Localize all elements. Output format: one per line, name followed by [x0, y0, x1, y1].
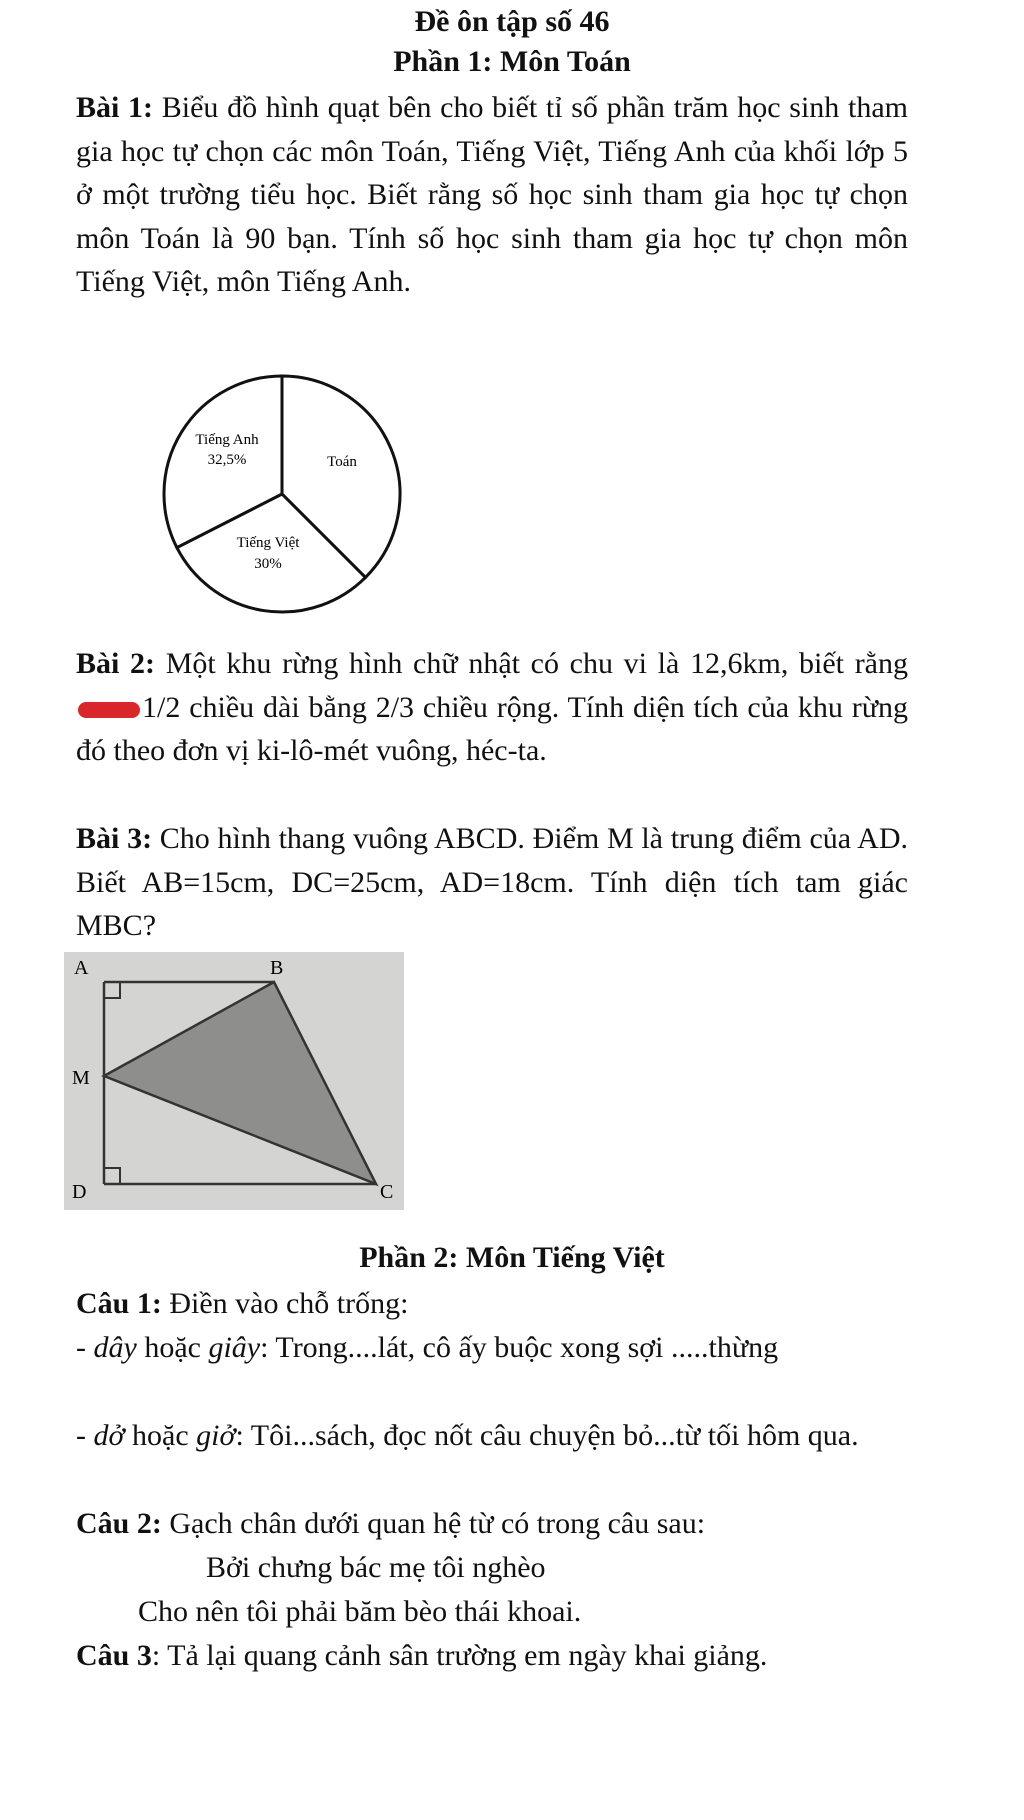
pie-chart: [150, 372, 420, 622]
bai2-paragraph: [76, 642, 908, 773]
cau1-text: Điền vào chỗ trống:: [161, 1287, 409, 1320]
point-label-d: D: [72, 1181, 87, 1203]
cau1-word-day: dây: [93, 1331, 137, 1364]
cau1-line1: - dây hoặc giây: Trong....lát, cô ấy buộc xong sợi .....thừng: [76, 1331, 779, 1364]
trapezoid-figure: [64, 952, 404, 1210]
cau2-verse-2: Cho nên tôi phải băm bèo thái khoai.: [138, 1595, 582, 1628]
bai2-text-b: 1/2 chiều dài bằng 2/3 chiều rộng. Tính diện tích của khu rừng đó theo đơn vị ki-lô-mét vuông, héc-ta.: [76, 690, 908, 767]
bai1-text: Biểu đồ hình quạt bên cho biết tỉ số phần trăm học sinh tham gia học tự chọn các môn Toán, Tiếng Việt, Tiếng Anh của khối lớp 5 ở một trường tiểu học. Biết rằng số học sinh tham gia học tự chọn môn Toán là 90 bạn. Tính số học sinh tham gia học tự chọn môn Tiếng Việt, môn Tiếng Anh.: [76, 91, 908, 298]
cau1-label: Câu 1:: [76, 1287, 162, 1320]
red-redaction-mark: [78, 702, 140, 718]
cau1-or-1: hoặc: [136, 1331, 209, 1364]
bai3-label: Bài 3:: [76, 822, 153, 855]
bai2-label: Bài 2:: [76, 647, 156, 680]
pie-label-tienganh-name: Tiếng Anh: [195, 432, 259, 448]
cau1-word-do: dở: [93, 1419, 125, 1452]
point-label-c: C: [380, 1181, 394, 1203]
bai3-text: Cho hình thang vuông ABCD. Điểm M là trung điểm của AD. Biết AB=15cm, DC=25cm, AD=18cm. Tính diện tích tam giác MBC?: [76, 822, 908, 942]
part1-heading: Phần 1: Môn Toán: [393, 45, 631, 78]
bai3-paragraph: [76, 817, 908, 948]
bai1-label: Bài 1:: [76, 91, 154, 124]
pie-label-tiengviet-name: Tiếng Việt: [236, 535, 300, 551]
cau1-line2-rest: : Tôi...sách, đọc nốt câu chuyện bỏ...từ tối hôm qua.: [235, 1419, 859, 1452]
pie-label-tienganh-pct: 32,5%: [207, 452, 247, 468]
cau1-heading: [76, 1282, 908, 1326]
point-label-a: A: [74, 957, 89, 979]
pie-label-toan: Toán: [327, 454, 357, 470]
cau2-text: Gạch chân dưới quan hệ từ có trong câu sau:: [161, 1507, 706, 1540]
cau2-verse-1: Bởi chưng bác mẹ tôi nghèo: [206, 1551, 546, 1584]
worksheet-title: Đề ôn tập số 46: [414, 5, 610, 38]
cau1-word-gio: giở: [196, 1419, 236, 1452]
cau1-line1-rest: : Trong....lát, cô ấy buộc xong sợi .....thừng: [260, 1331, 779, 1364]
cau1-word-giay: giây: [208, 1331, 261, 1364]
bai1-paragraph: [76, 86, 908, 304]
cau2-label: Câu 2:: [76, 1507, 162, 1540]
cau1-or-2: hoặc: [124, 1419, 197, 1452]
bai2-text-a: Một khu rừng hình chữ nhật có chu vi là 12,6km, biết rằng: [155, 647, 909, 680]
cau3-paragraph: [76, 1634, 908, 1678]
pie-label-tiengviet-pct: 30%: [254, 556, 282, 572]
cau3-label: Câu 3: [76, 1639, 152, 1672]
point-label-b: B: [270, 957, 284, 979]
point-label-m: M: [72, 1067, 90, 1089]
cau3-text: : Tả lại quang cảnh sân trường em ngày khai giảng.: [151, 1639, 768, 1672]
part2-heading: Phần 2: Môn Tiếng Việt: [359, 1241, 665, 1274]
cau1-line2: - dở hoặc giở: Tôi...sách, đọc nốt câu chuyện bỏ...từ tối hôm qua.: [76, 1419, 859, 1452]
cau2-heading: [76, 1502, 908, 1546]
